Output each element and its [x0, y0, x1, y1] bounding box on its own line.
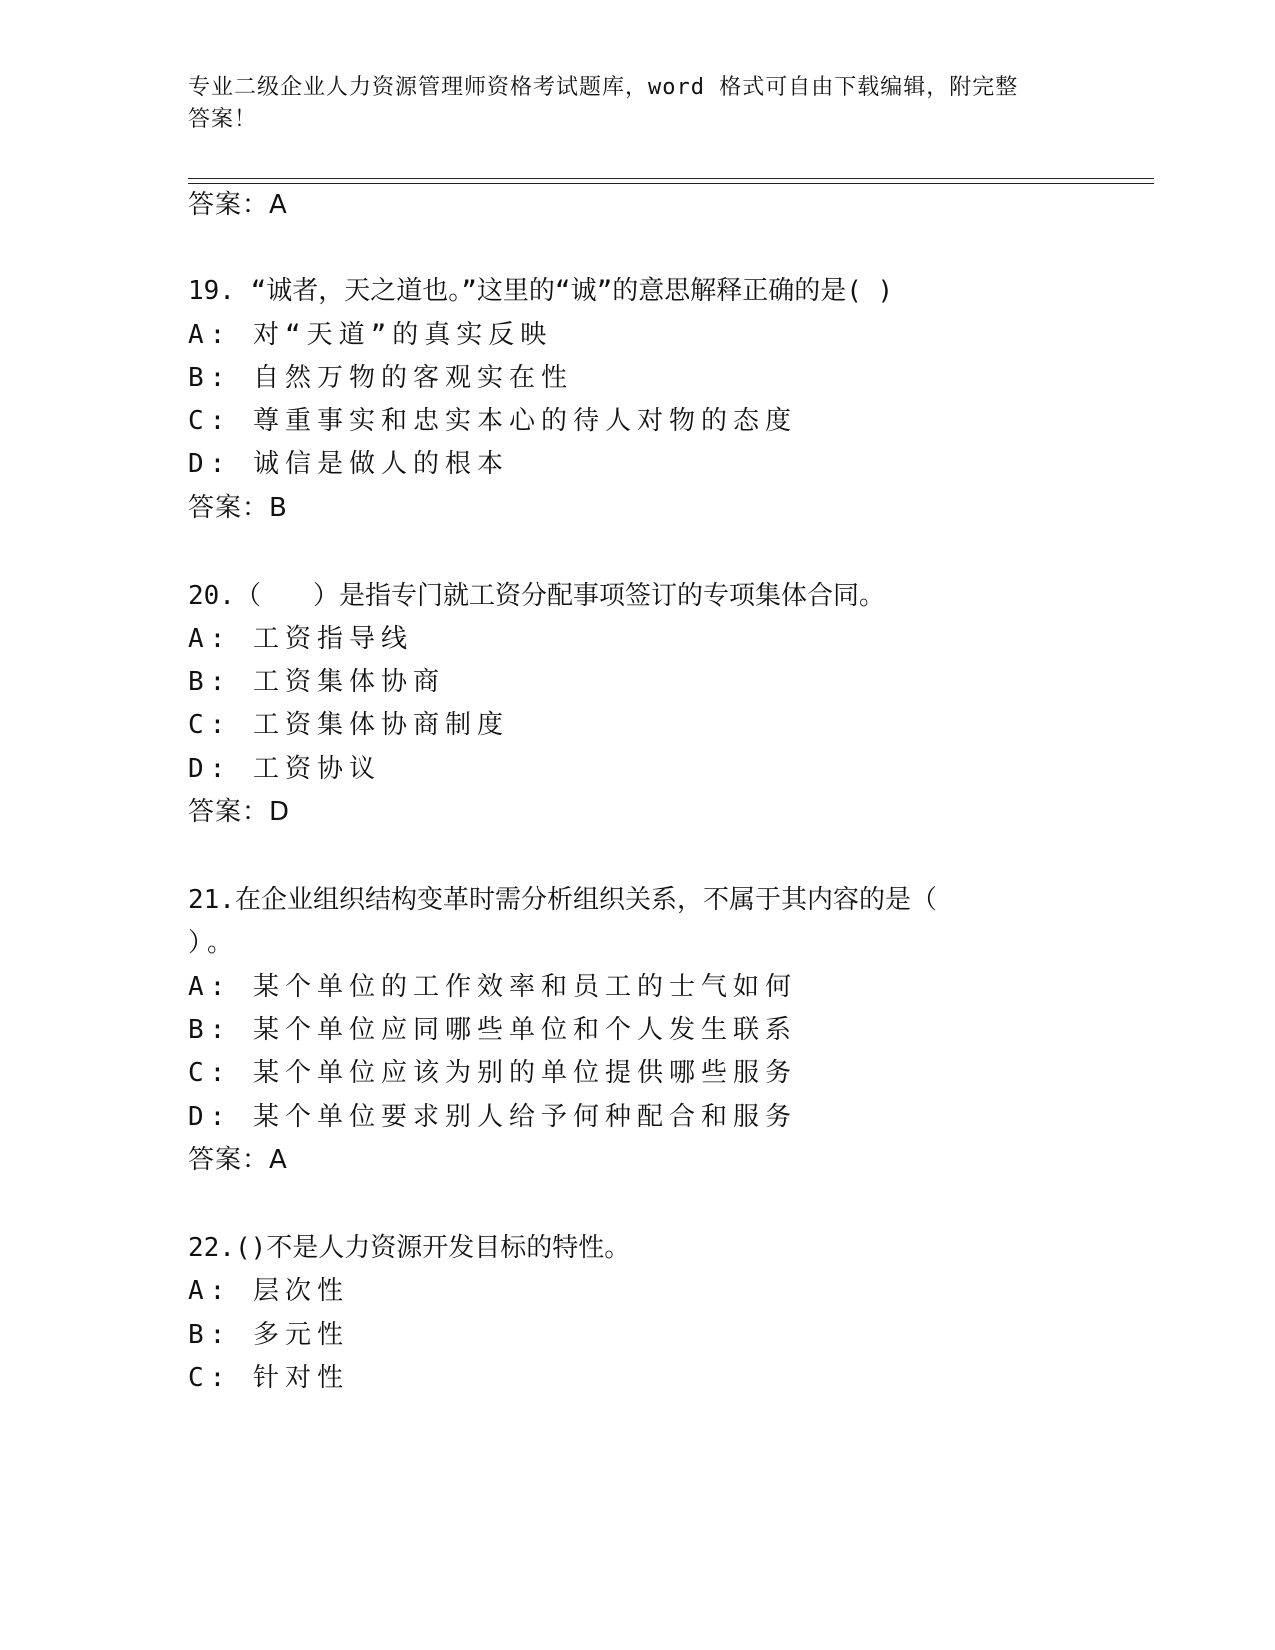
- q21-option-d: D: 某个单位要求别人给予何种配合和服务: [188, 1102, 797, 1132]
- q21-option-a: A: 某个单位的工作效率和员工的士气如何: [188, 972, 797, 1002]
- q21-option-b: B: 某个单位应同哪些单位和个人发生联系: [188, 1015, 797, 1045]
- q21-answer: 答案：A: [188, 1145, 288, 1175]
- q20-option-a: A: 工资指导线: [188, 624, 413, 654]
- q21-stem-line-2: ）。: [188, 928, 240, 958]
- q22-option-a: A: 层次性: [188, 1276, 349, 1306]
- header-rule-bottom: [188, 183, 1154, 184]
- q20-option-b: B: 工资集体协商: [188, 667, 445, 697]
- q20-stem: 20.（ ）是指专门就工资分配事项签订的专项集体合同。: [188, 581, 885, 611]
- q19-option-b: B: 自然万物的客观实在性: [188, 363, 573, 393]
- q19-option-d: D: 诚信是做人的根本: [188, 449, 509, 479]
- header-line-2: 答案！: [188, 107, 258, 132]
- q20-option-d: D: 工资协议: [188, 754, 381, 784]
- q20-answer: 答案：D: [188, 797, 291, 827]
- q19-option-c: C: 尊重事实和忠实本心的待人对物的态度: [188, 406, 797, 436]
- q19-stem: 19. “诚者，天之道也。”这里的“诚”的意思解释正确的是( ): [188, 276, 894, 306]
- q22-option-b: B: 多元性: [188, 1320, 349, 1350]
- q22-stem: 22.()不是人力资源开发目标的特性。: [188, 1233, 631, 1263]
- previous-answer: 答案：A: [188, 190, 288, 220]
- q21-option-c: C: 某个单位应该为别的单位提供哪些服务: [188, 1058, 797, 1088]
- header-line-1: 专业二级企业人力资源管理师资格考试题库，word 格式可自由下载编辑，附完整: [188, 75, 1019, 100]
- header-rule-top: [188, 178, 1154, 179]
- page-header: [188, 72, 1088, 136]
- q22-option-c: C: 针对性: [188, 1363, 349, 1393]
- q20-option-c: C: 工资集体协商制度: [188, 710, 509, 740]
- q21-stem-line-1: 21.在企业组织结构变革时需分析组织关系，不属于其内容的是（: [188, 885, 937, 915]
- q19-option-a: A: 对“天道”的真实反映: [188, 320, 553, 350]
- q19-answer: 答案：B: [188, 493, 288, 523]
